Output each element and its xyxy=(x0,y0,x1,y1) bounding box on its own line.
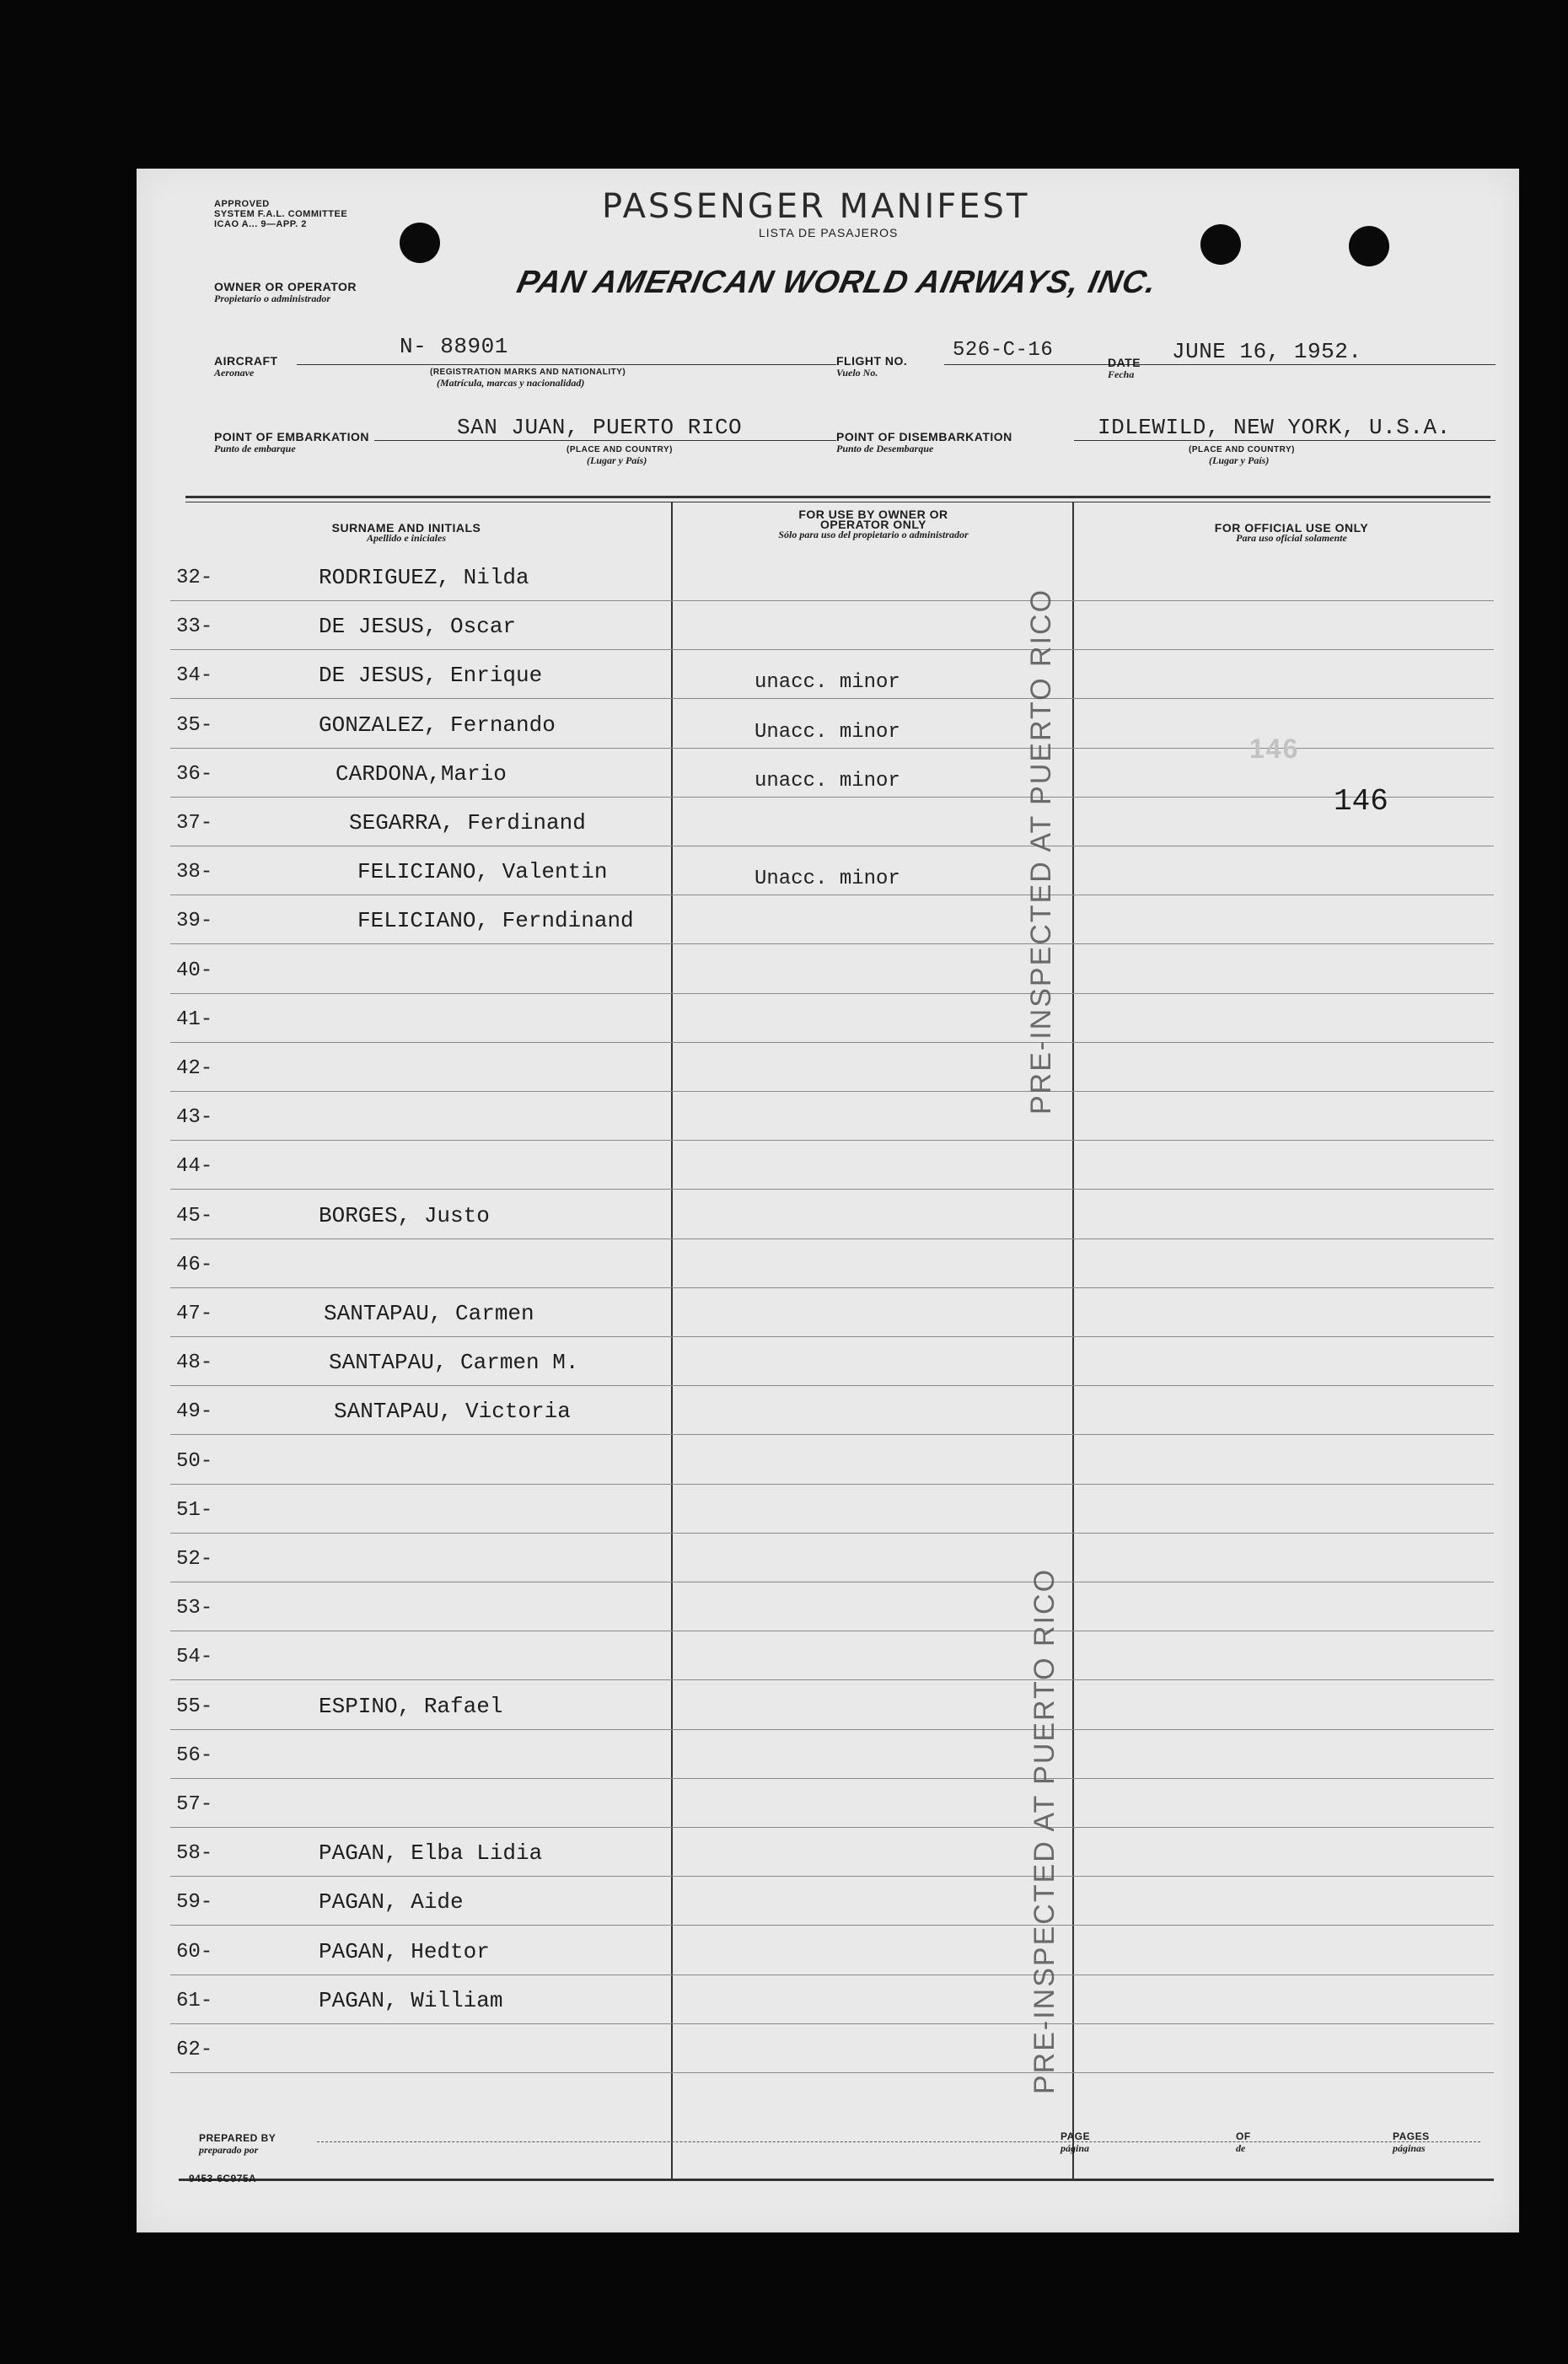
row-line xyxy=(170,943,1494,944)
row-number: 43- xyxy=(176,1106,213,1130)
passenger-name: SANTAPAU, Carmen xyxy=(324,1301,534,1326)
row-line xyxy=(170,1729,1494,1730)
row-number: 50- xyxy=(176,1449,213,1473)
row-line xyxy=(170,1091,1494,1092)
place-caption: (PLACE AND COUNTRY) xyxy=(1189,445,1295,454)
row-number: 49- xyxy=(176,1400,213,1424)
approval-block xyxy=(214,199,347,229)
operator-note: unacc. minor xyxy=(754,671,900,695)
date-value: JUNE 16, 1952. xyxy=(1172,339,1362,364)
prepared-label-es: preparado por xyxy=(199,2144,259,2156)
row-number: 55- xyxy=(176,1695,213,1718)
row-line xyxy=(170,698,1494,699)
row-number: 58- xyxy=(176,1842,213,1866)
row-line xyxy=(170,2023,1494,2024)
prepared-label: PREPARED BY xyxy=(199,2132,277,2144)
row-number: 52- xyxy=(176,1548,213,1571)
row-line xyxy=(170,1827,1494,1828)
form-title: PASSENGER MANIFEST xyxy=(602,187,1030,226)
row-number: 33- xyxy=(176,615,213,639)
aircraft-label-es: Aeronave xyxy=(214,367,255,379)
row-number: 62- xyxy=(176,2039,213,2061)
form-title-es: LISTA DE PASAJEROS xyxy=(759,226,899,239)
row-number: 41- xyxy=(176,1007,213,1031)
row-number: 47- xyxy=(176,1303,213,1325)
passenger-name: PAGAN, William xyxy=(319,1987,503,2013)
row-line xyxy=(170,1533,1494,1534)
date-label: DATE xyxy=(1108,356,1141,369)
row-line xyxy=(170,1434,1494,1435)
row-number: 32- xyxy=(176,567,213,589)
row-number: 34- xyxy=(176,664,213,688)
row-number: 54- xyxy=(176,1646,213,1669)
passenger-name: RODRIGUEZ, Nilda xyxy=(319,565,529,590)
aircraft-label: AIRCRAFT xyxy=(214,354,278,368)
aircraft-line xyxy=(297,364,836,365)
column-divider xyxy=(671,502,673,2179)
row-number: 38- xyxy=(176,861,213,884)
passenger-name: FELICIANO, Ferndinand xyxy=(357,908,634,934)
row-line xyxy=(170,1385,1494,1386)
row-number: 35- xyxy=(176,713,213,737)
place-caption-es: (Lugar y País) xyxy=(1209,454,1270,466)
passenger-name: CARDONA,Mario xyxy=(336,760,507,787)
page-label-es: página xyxy=(1061,2142,1090,2154)
date-line xyxy=(1150,364,1496,365)
of-label: OF xyxy=(1236,2130,1251,2142)
passenger-name: DE JESUS, Enrique xyxy=(319,663,543,689)
row-line xyxy=(170,797,1494,798)
row-number: 59- xyxy=(176,1891,213,1915)
passenger-name: SANTAPAU, Victoria xyxy=(334,1399,571,1425)
registration-caption: (REGISTRATION MARKS AND NATIONALITY) xyxy=(430,368,626,377)
row-number: 46- xyxy=(176,1253,213,1276)
row-line xyxy=(170,993,1494,994)
passenger-name: DE JESUS, Oscar xyxy=(319,614,517,640)
owner-use-header-label-es: Sólo para uso del propietario o administrador xyxy=(778,529,969,540)
official-use-header-label: FOR OFFICIAL USE ONLY xyxy=(1214,521,1369,535)
row-number: 56- xyxy=(176,1743,213,1767)
row-line xyxy=(170,1336,1494,1337)
row-line xyxy=(170,1238,1494,1239)
of-label-es: de xyxy=(1236,2142,1246,2154)
passenger-name: PAGAN, Elba Lidia xyxy=(319,1840,543,1867)
row-line xyxy=(170,600,1494,601)
row-number: 61- xyxy=(176,1989,213,2012)
disembark-line xyxy=(1074,440,1496,441)
embark-label-es: Punto de embarque xyxy=(214,443,296,454)
preinspected-stamp: PRE-INSPECTED AT PUERTO RICO xyxy=(1028,1567,1061,2094)
passenger-name: FELICIANO, Valentin xyxy=(357,859,608,885)
official-count: 146 xyxy=(1334,784,1388,819)
pages-label: PAGES xyxy=(1393,2130,1430,2142)
disembark-value: IDLEWILD, NEW YORK, U.S.A. xyxy=(1098,415,1451,440)
row-number: 45- xyxy=(176,1204,213,1228)
place-caption: (PLACE AND COUNTRY) xyxy=(567,445,673,454)
passenger-name: SEGARRA, Ferdinand xyxy=(349,810,586,835)
surname-header xyxy=(238,523,575,544)
preinspected-stamp: PRE-INSPECTED AT PUERTO RICO xyxy=(1025,588,1057,1115)
row-number: 48- xyxy=(176,1351,213,1375)
passenger-name: SANTAPAU, Carmen M. xyxy=(329,1350,579,1376)
operator-name: PAN AMERICAN WORLD AIRWAYS, INC. xyxy=(513,265,1161,300)
punch-hole xyxy=(1200,224,1241,265)
approval-line: ICAO A... 9—APP. 2 xyxy=(214,219,307,229)
row-line xyxy=(170,1484,1494,1485)
row-line xyxy=(170,649,1494,650)
row-number: 57- xyxy=(176,1793,213,1816)
embark-value: SAN JUAN, PUERTO RICO xyxy=(457,415,743,440)
approval-line: SYSTEM F.A.L. COMMITTEE xyxy=(214,209,348,219)
date-label-es: Fecha xyxy=(1108,368,1135,380)
surname-header-label: SURNAME AND INITIALS xyxy=(331,521,481,535)
row-number: 36- xyxy=(176,762,213,786)
row-number: 37- xyxy=(176,812,213,835)
operator-note: Unacc. minor xyxy=(754,868,900,891)
disembark-label-es: Punto de Desembarque xyxy=(836,443,934,454)
registration-caption-es: (Matrícula, marcas y nacionalidad) xyxy=(437,377,585,389)
official-count-faint: 146 xyxy=(1249,733,1300,764)
punch-hole xyxy=(1349,226,1389,266)
embark-label: POINT OF EMBARKATION xyxy=(214,430,369,443)
row-number: 44- xyxy=(176,1155,213,1179)
table-bottom-rule xyxy=(179,2179,1494,2181)
row-number: 42- xyxy=(176,1057,213,1080)
row-number: 39- xyxy=(176,910,213,933)
row-line xyxy=(170,1140,1494,1141)
embark-line xyxy=(374,440,836,441)
row-number: 53- xyxy=(176,1597,213,1620)
page-label: PAGE xyxy=(1061,2130,1091,2142)
column-divider xyxy=(1072,502,1074,2179)
row-line xyxy=(170,1189,1494,1190)
form-number: 9453-6C975A xyxy=(189,2173,257,2184)
row-number: 40- xyxy=(176,959,213,982)
owner-use-header xyxy=(722,509,1025,540)
row-number: 51- xyxy=(176,1498,213,1522)
flight-value: 526-C-16 xyxy=(953,339,1054,362)
official-use-header-label-es: Para uso oficial solamente xyxy=(1236,532,1347,544)
row-number: 60- xyxy=(176,1940,213,1964)
owner-use-header-label: FOR USE BY OWNER OR OPERATOR ONLY xyxy=(798,508,948,531)
row-line xyxy=(170,1042,1494,1043)
row-line xyxy=(170,1876,1494,1877)
owner-label: OWNER OR OPERATOR xyxy=(214,280,357,293)
row-line xyxy=(170,1778,1494,1779)
operator-note: Unacc. minor xyxy=(754,720,900,744)
official-use-header xyxy=(1148,523,1435,544)
prepared-line xyxy=(317,2141,1480,2142)
passenger-name: ESPINO, Rafael xyxy=(319,1693,503,1719)
passenger-name: BORGES, Justo xyxy=(319,1202,490,1228)
row-line xyxy=(170,1974,1494,1975)
pages-label-es: páginas xyxy=(1393,2142,1426,2154)
aircraft-value: N- 88901 xyxy=(400,334,508,359)
row-line xyxy=(170,1925,1494,1926)
approval-line: APPROVED xyxy=(214,199,270,209)
row-line xyxy=(170,1287,1494,1288)
punch-hole xyxy=(400,223,440,263)
manifest-sheet xyxy=(137,169,1519,2232)
place-caption-es: (Lugar y País) xyxy=(587,454,647,466)
flight-label: FLIGHT NO. xyxy=(836,354,908,368)
flight-label-es: Vuelo No. xyxy=(836,367,878,379)
passenger-name: GONZALEZ, Fernando xyxy=(319,712,556,738)
passenger-name: PAGAN, Hedtor xyxy=(319,1938,490,1964)
surname-header-label-es: Apellido e iniciales xyxy=(367,532,446,544)
disembark-label: POINT OF DISEMBARKATION xyxy=(836,430,1012,443)
row-line xyxy=(170,2072,1494,2073)
row-line xyxy=(170,1679,1494,1680)
passenger-name: PAGAN, Aide xyxy=(319,1889,464,1915)
table-top-rule xyxy=(185,496,1490,498)
owner-label-es: Propietario o administrador xyxy=(214,293,331,304)
operator-note: unacc. minor xyxy=(754,769,900,792)
